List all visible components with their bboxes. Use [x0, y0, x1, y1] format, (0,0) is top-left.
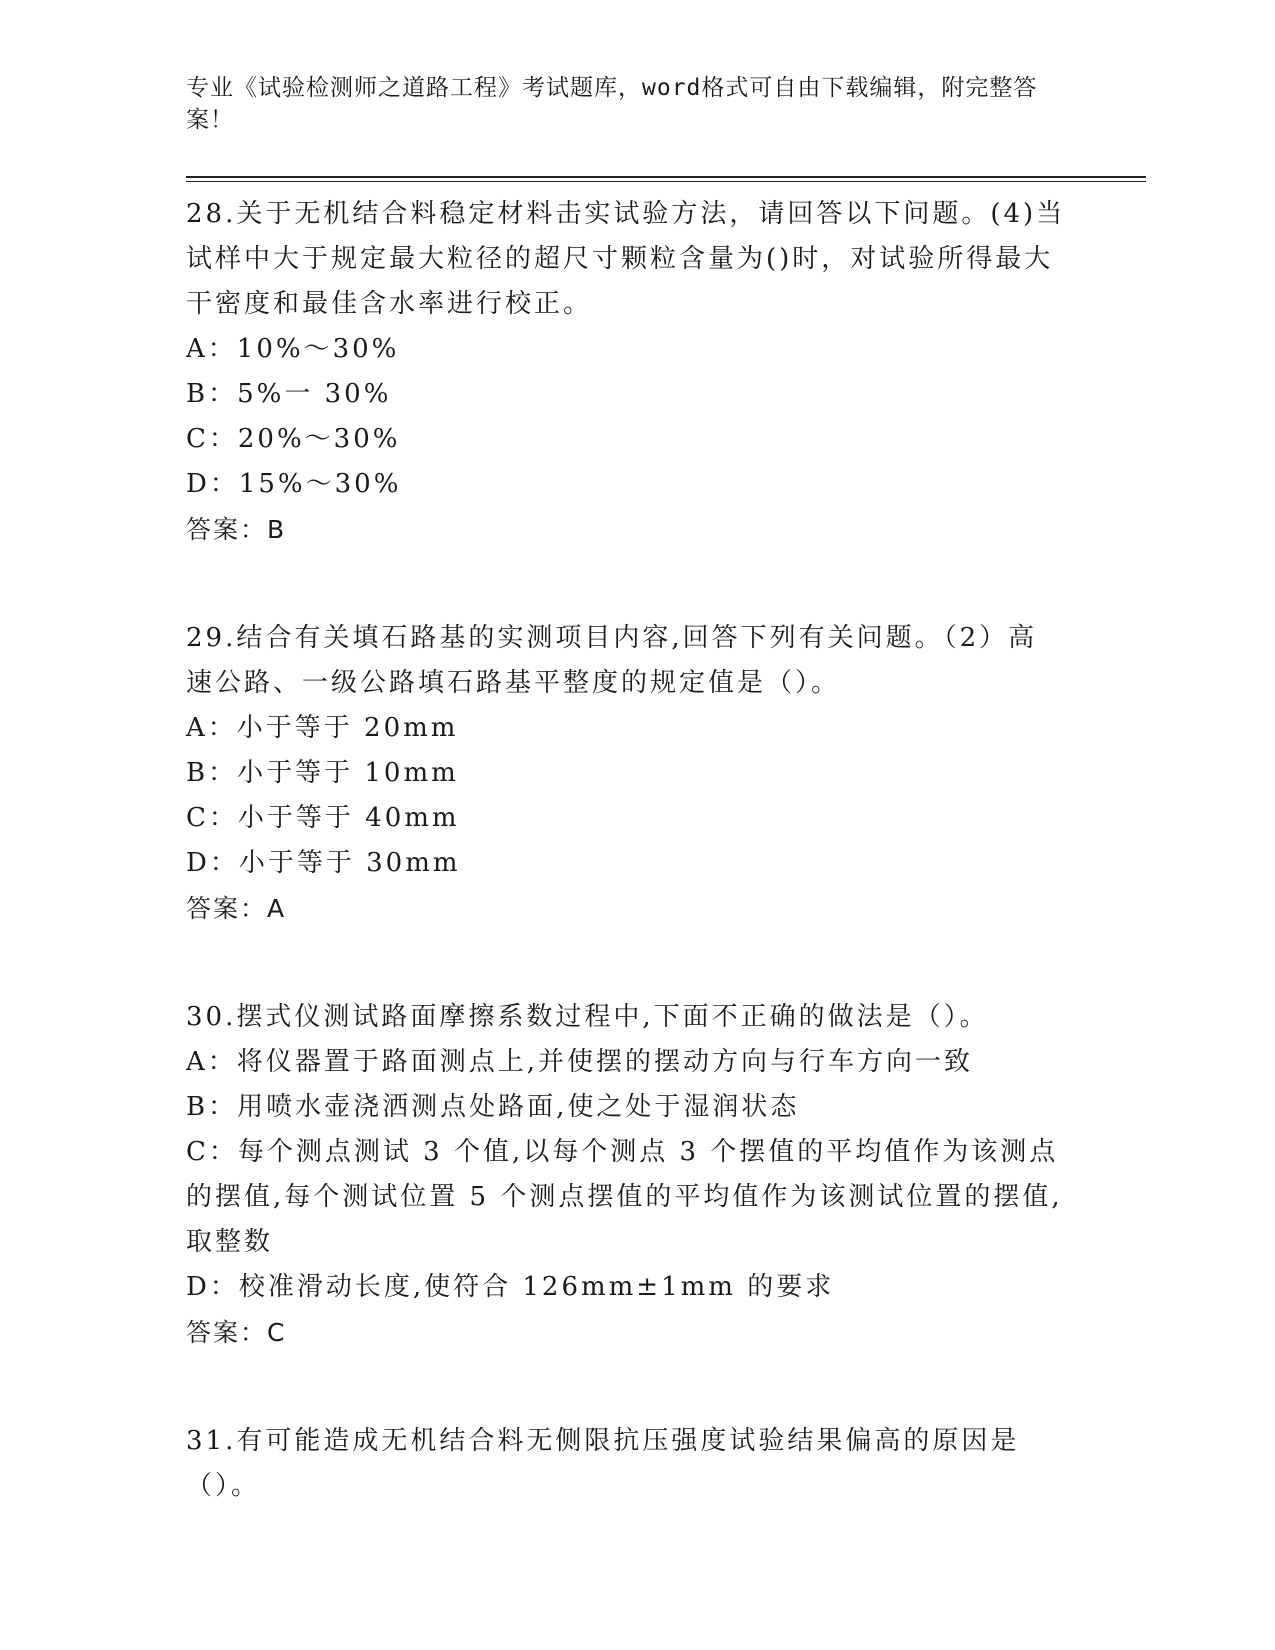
option-d: D：小于等于 30mm	[186, 848, 461, 878]
question-text: 28.关于无机结合料稳定材料击实试验方法，请回答以下问题。(4)当试样中大于规定最大粒径的超尺寸颗粒含量为()时，对试验所得最大干密度和最佳含水率进行校正。	[186, 199, 1066, 319]
question-text: 31.有可能造成无机结合料无侧限抗压强度试验结果偏高的原因是（）。	[186, 1426, 1020, 1501]
option-b: B：5%一 30%	[186, 379, 392, 409]
header-divider	[186, 176, 1146, 182]
answer-line: 答案：A	[186, 894, 287, 923]
question-28	[186, 192, 1066, 552]
question-31	[186, 1419, 1066, 1509]
option-c: C：每个测点测试 3 个值,以每个测点 3 个摆值的平均值作为该测点的摆值,每个测试位置 5 个测点摆值的平均值作为该测试位置的摆值,取整数	[186, 1137, 1063, 1257]
option-a: A：将仪器置于路面测点上,并使摆的摆动方向与行车方向一致	[186, 1047, 974, 1077]
document-header: 专业《试验检测师之道路工程》考试题库，word格式可自由下载编辑，附完整答案！	[186, 75, 1038, 133]
option-c: C：小于等于 40mm	[186, 803, 460, 833]
question-text: 29.结合有关填石路基的实测项目内容,回答下列有关问题。（2）高速公路、一级公路填石路基平整度的规定值是（）。	[186, 623, 1038, 698]
answer-line: 答案：B	[186, 515, 287, 544]
option-a: A：小于等于 20mm	[186, 713, 459, 743]
question-29	[186, 616, 1066, 931]
document-page	[186, 72, 1146, 1509]
answer-line: 答案：C	[186, 1318, 287, 1347]
option-d: D：校准滑动长度,使符合 126mm±1mm 的要求	[186, 1272, 835, 1302]
option-b: B：小于等于 10mm	[186, 758, 459, 788]
question-text: 30.摆式仪测试路面摩擦系数过程中,下面不正确的做法是（）。	[186, 1002, 989, 1032]
option-c: C：20%～30%	[186, 424, 401, 454]
option-a: A：10%～30%	[186, 334, 400, 364]
option-b: B：用喷水壶浇洒测点处路面,使之处于湿润状态	[186, 1092, 800, 1122]
option-d: D：15%～30%	[186, 469, 402, 499]
question-30	[186, 995, 1066, 1355]
